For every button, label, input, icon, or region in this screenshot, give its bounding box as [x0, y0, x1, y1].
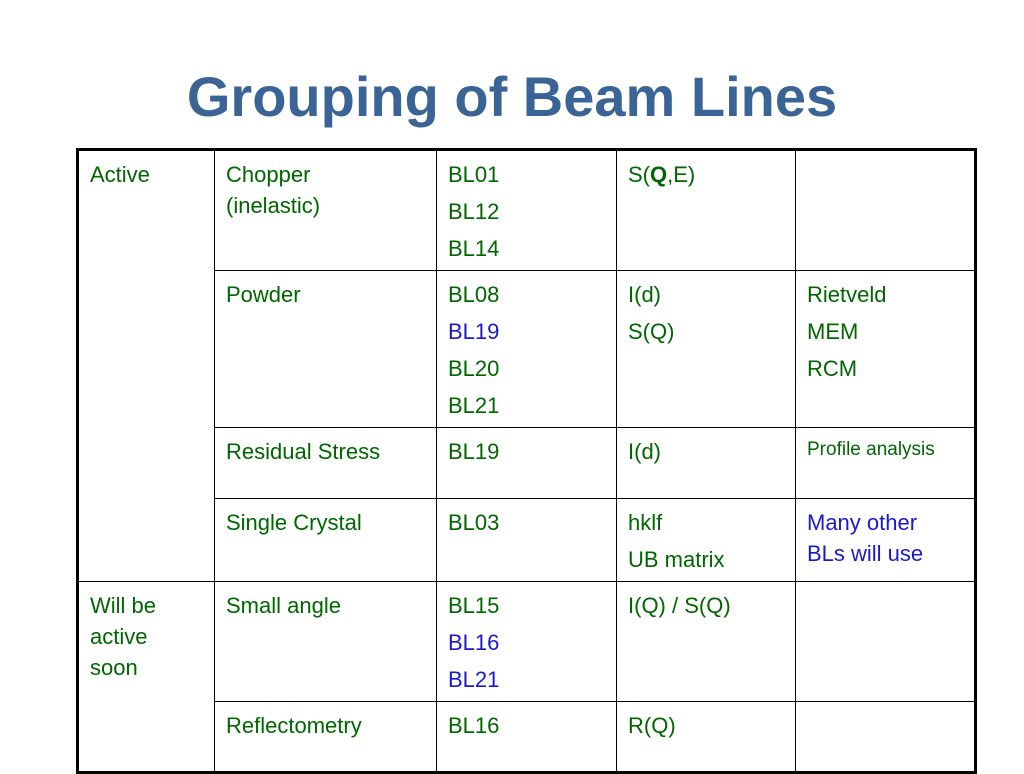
software-cell-small-angle	[796, 582, 976, 702]
data-type-label: I(d)	[628, 282, 661, 307]
category-cell-powder	[215, 271, 437, 428]
beamline-label: BL14	[448, 236, 500, 261]
beamline-cell-powder	[437, 271, 617, 428]
data-type-prefix: S(	[628, 162, 650, 187]
beamline-cell-reflectometry	[437, 702, 617, 773]
beamline-label: BL19	[448, 319, 500, 344]
table-row-chopper	[78, 150, 976, 271]
beamline-label: BL03	[448, 510, 500, 535]
software-label: RCM	[807, 356, 858, 381]
beamline-cell-single-crystal	[437, 499, 617, 582]
category-label: Chopper	[226, 162, 311, 187]
data-type-label	[628, 159, 785, 190]
beamline-cell-small-angle	[437, 582, 617, 702]
category-cell-reflectometry	[215, 702, 437, 773]
data-type-cell-single-crystal	[617, 499, 796, 582]
category-label: (inelastic)	[226, 193, 321, 218]
category-cell-chopper	[215, 150, 437, 271]
status-label: active	[90, 624, 148, 649]
software-label: MEM	[807, 319, 859, 344]
software-label: Profile analysis	[807, 439, 935, 460]
data-type-bold: Q	[650, 162, 668, 187]
data-type-label: R(Q)	[628, 713, 676, 738]
beamline-label: BL15	[448, 593, 500, 618]
status-label: Active	[90, 162, 150, 187]
data-type-label: I(d)	[628, 439, 661, 464]
category-label: Reflectometry	[226, 713, 362, 738]
software-cell-powder	[796, 271, 976, 428]
beamline-label: BL19	[448, 439, 500, 464]
beamline-label: BL16	[448, 713, 500, 738]
status-label: soon	[90, 655, 138, 680]
table-row-small-angle	[78, 582, 976, 702]
data-type-cell-small-angle	[617, 582, 796, 702]
slide-title: Grouping of Beam Lines	[186, 65, 838, 128]
data-type-label: S(Q)	[628, 319, 675, 344]
category-cell-small-angle	[215, 582, 437, 702]
beamline-label: BL21	[448, 393, 500, 418]
software-cell-residual-stress	[796, 428, 976, 499]
status-label: Will be	[90, 593, 157, 618]
beamline-label: BL21	[448, 667, 500, 692]
software-label: Rietveld	[807, 282, 887, 307]
beamline-label: BL16	[448, 630, 500, 655]
data-type-suffix: ,E)	[667, 162, 696, 187]
software-cell-chopper	[796, 150, 976, 271]
category-label: Residual Stress	[226, 439, 381, 464]
data-type-label: hklf	[628, 510, 663, 535]
software-label: BLs will use	[807, 541, 924, 566]
beamline-label: BL08	[448, 282, 500, 307]
beamline-label: BL20	[448, 356, 500, 381]
category-cell-residual-stress	[215, 428, 437, 499]
category-label: Small angle	[226, 593, 341, 618]
software-cell-single-crystal	[796, 499, 976, 582]
beamline-cell-residual-stress	[437, 428, 617, 499]
beamline-label: BL12	[448, 199, 500, 224]
beamline-label: BL01	[448, 162, 500, 187]
data-type-label: UB matrix	[628, 547, 725, 572]
data-type-cell-reflectometry	[617, 702, 796, 773]
category-label: Single Crystal	[226, 510, 362, 535]
software-cell-reflectometry	[796, 702, 976, 773]
beamline-cell-chopper	[437, 150, 617, 271]
status-cell-active	[78, 150, 215, 582]
data-type-cell-residual-stress	[617, 428, 796, 499]
category-label: Powder	[226, 282, 301, 307]
beam-line-table	[76, 148, 977, 774]
software-label: Many other	[807, 510, 918, 535]
category-cell-single-crystal	[215, 499, 437, 582]
data-type-cell-powder	[617, 271, 796, 428]
data-type-cell-chopper	[617, 150, 796, 271]
data-type-label: I(Q) / S(Q)	[628, 593, 731, 618]
status-cell-will-be-active	[78, 582, 215, 773]
